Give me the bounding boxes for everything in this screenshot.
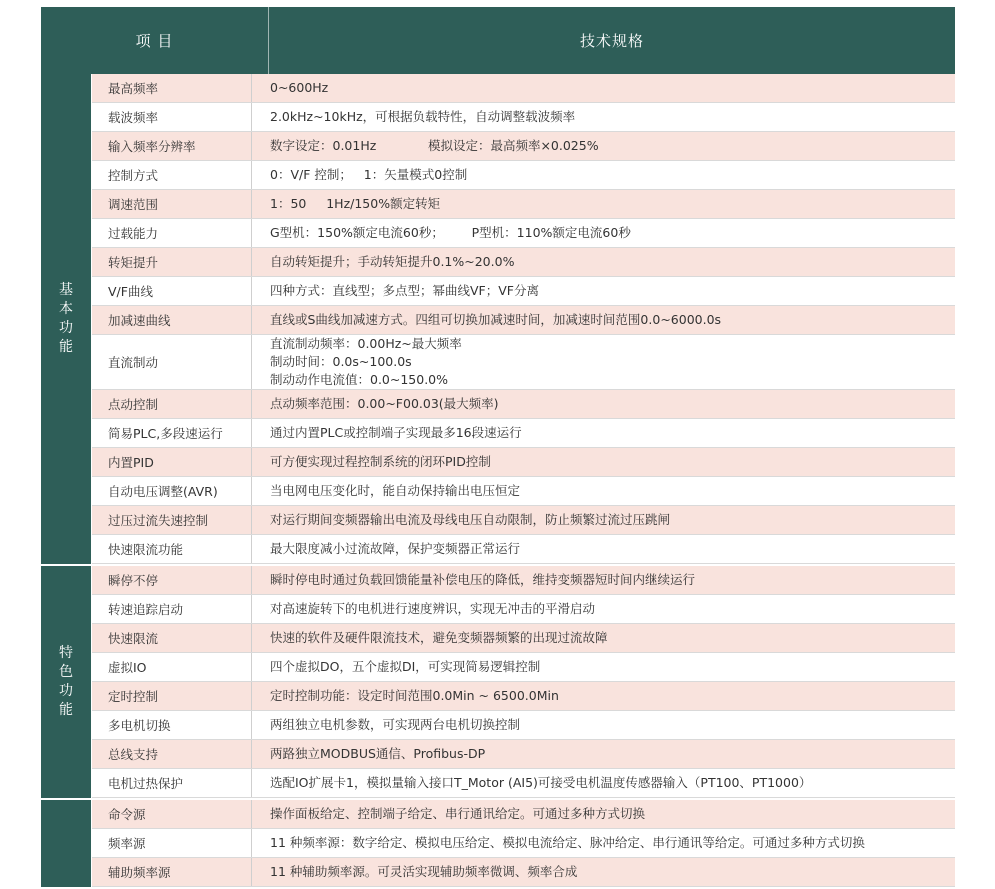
item-cell: 快速限流 [92,624,252,652]
spec-line: 对运行期间变频器输出电流及母线电压自动限制，防止频繁过流过压跳闸 [270,512,671,527]
spec-line: 快速的软件及硬件限流技术，避免变频器频繁的出现过流故障 [270,630,608,645]
spec-cell [252,653,955,681]
spec-cell [252,190,955,218]
spec-cell [252,740,955,768]
spec-line: 当电网电压变化时，能自动保持输出电压恒定 [270,483,521,498]
item-cell: 虚拟IO [92,653,252,681]
table-row [92,595,955,624]
table-row [92,335,955,390]
spec-line: 最大限度减小过流故障，保护变频器正常运行 [270,541,521,556]
spec-line: 两路独立MODBUS通信、Profibus-DP [270,746,486,761]
spec-cell [252,306,955,334]
spec-line: 0：V/F 控制； 1：矢量模式0控制 [270,167,468,182]
item-cell: 直流制动 [92,335,252,389]
spec-line: 瞬时停电时通过负载回馈能量补偿电压的降低，维持变频器短时间内继续运行 [270,572,696,587]
table-row [92,740,955,769]
table-row [92,477,955,506]
spec-line: 选配IO扩展卡1，模拟量输入接口T_Motor (AI5)可接受电机温度传感器输入（PT100、PT1000） [270,775,812,790]
table-row [92,682,955,711]
table-row [92,219,955,248]
item-cell: 控制方式 [92,161,252,189]
spec-line: G型机：150%额定电流60秒； P型机：110%额定电流60秒 [270,225,631,240]
item-cell: 自动电压调整(AVR) [92,477,252,505]
item-cell: 调速范围 [92,190,252,218]
item-cell: 输入频率分辨率 [92,132,252,160]
spec-line: 制动时间：0.0s~100.0s [270,354,412,369]
spec-line: 操作面板给定、控制端子给定、串行通讯给定。可通过多种方式切换 [270,806,646,821]
spec-table [41,7,955,889]
spec-cell [252,682,955,710]
item-cell: 快速限流功能 [92,535,252,563]
spec-cell [252,506,955,534]
spec-cell [252,277,955,305]
spec-line: 对高速旋转下的电机进行速度辨识，实现无冲击的平滑启动 [270,601,596,616]
spec-line: 11 种辅助频率源。可灵活实现辅助频率微调、频率合成 [270,864,578,879]
table-row [92,769,955,798]
item-cell: 总线支持 [92,740,252,768]
item-cell: 载波频率 [92,103,252,131]
spec-line: 数字设定：0.01Hz 模拟设定：最高频率×0.025% [270,138,599,153]
spec-cell [252,419,955,447]
table-row [92,653,955,682]
spec-cell [252,477,955,505]
table-row [92,858,955,887]
spec-line: 定时控制功能：设定时间范围0.0Min ~ 6500.0Min [270,688,559,703]
spec-line: 2.0kHz~10kHz，可根据负载特性，自动调整载波频率 [270,109,576,124]
spec-cell [252,248,955,276]
item-cell: 过压过流失速控制 [92,506,252,534]
group-section [41,800,955,889]
group-label: 特色功能 [59,645,73,718]
spec-line: 1：50 1Hz/150%额定转矩 [270,196,441,211]
table-row [92,829,955,858]
table-row [92,506,955,535]
item-cell: 过载能力 [92,219,252,247]
table-row [92,277,955,306]
spec-cell [252,535,955,563]
table-header [41,7,955,74]
header-spec: 技术规格 [579,32,644,50]
spec-line: 制动动作电流值：0.0~150.0% [270,372,449,387]
table-row [92,74,955,103]
spec-line: 直线或S曲线加减速方式。四组可切换加减速时间，加减速时间范围0.0~6000.0s [270,312,722,327]
spec-cell [252,769,955,797]
group-label-cell [41,74,92,564]
item-cell: 定时控制 [92,682,252,710]
spec-line: 11 种频率源：数字给定、模拟电压给定、模拟电流给定、脉冲给定、串行通讯等给定。可通过多种方式切换 [270,835,865,850]
item-cell: 点动控制 [92,390,252,418]
spec-cell [252,103,955,131]
item-cell: 辅助频率源 [92,858,252,886]
spec-cell [252,219,955,247]
spec-cell [252,829,955,857]
spec-cell [252,566,955,594]
spec-line: 点动频率范围：0.00~F00.03(最大频率) [270,396,499,411]
item-cell: 瞬停不停 [92,566,252,594]
table-row [92,306,955,335]
table-row [92,161,955,190]
spec-line: 直流制动频率：0.00Hz~最大频率 [270,336,462,351]
spec-line: 通过内置PLC或控制端子实现最多16段速运行 [270,425,522,440]
spec-line: 0~600Hz [270,80,329,95]
spec-cell [252,132,955,160]
table-row [92,390,955,419]
header-item: 项 目 [41,7,269,74]
table-row [92,132,955,161]
table-row [92,248,955,277]
group-section [41,566,955,800]
table-row [92,103,955,132]
spec-line: 可方便实现过程控制系统的闭环PID控制 [270,454,491,469]
item-cell: 内置PID [92,448,252,476]
item-cell: 简易PLC,多段速运行 [92,419,252,447]
table-body [41,74,955,889]
group-label-cell [41,566,92,798]
item-cell: 转速追踪启动 [92,595,252,623]
group-section [41,74,955,566]
spec-cell [252,624,955,652]
item-cell: 多电机切换 [92,711,252,739]
item-cell: 电机过热保护 [92,769,252,797]
table-row [92,190,955,219]
table-row [92,624,955,653]
spec-cell [252,595,955,623]
item-cell: V/F曲线 [92,277,252,305]
table-row [92,800,955,829]
item-cell: 命令源 [92,800,252,828]
group-label-cell [41,800,92,887]
spec-cell [252,335,955,389]
table-row [92,566,955,595]
spec-cell [252,800,955,828]
item-cell: 转矩提升 [92,248,252,276]
spec-cell [252,711,955,739]
spec-line: 自动转矩提升；手动转矩提升0.1%~20.0% [270,254,515,269]
table-row [92,711,955,740]
item-cell: 频率源 [92,829,252,857]
spec-cell [252,74,955,102]
spec-cell [252,161,955,189]
item-cell: 最高频率 [92,74,252,102]
table-row [92,448,955,477]
spec-line: 四种方式：直线型；多点型；幂曲线VF；VF分离 [270,283,539,298]
item-cell: 加减速曲线 [92,306,252,334]
table-row [92,419,955,448]
group-label: 基本功能 [59,282,73,355]
table-row [92,535,955,564]
spec-line: 四个虚拟DO，五个虚拟DI，可实现简易逻辑控制 [270,659,541,674]
spec-cell [252,448,955,476]
spec-cell [252,390,955,418]
spec-cell [252,858,955,886]
spec-line: 两组独立电机参数，可实现两台电机切换控制 [270,717,521,732]
